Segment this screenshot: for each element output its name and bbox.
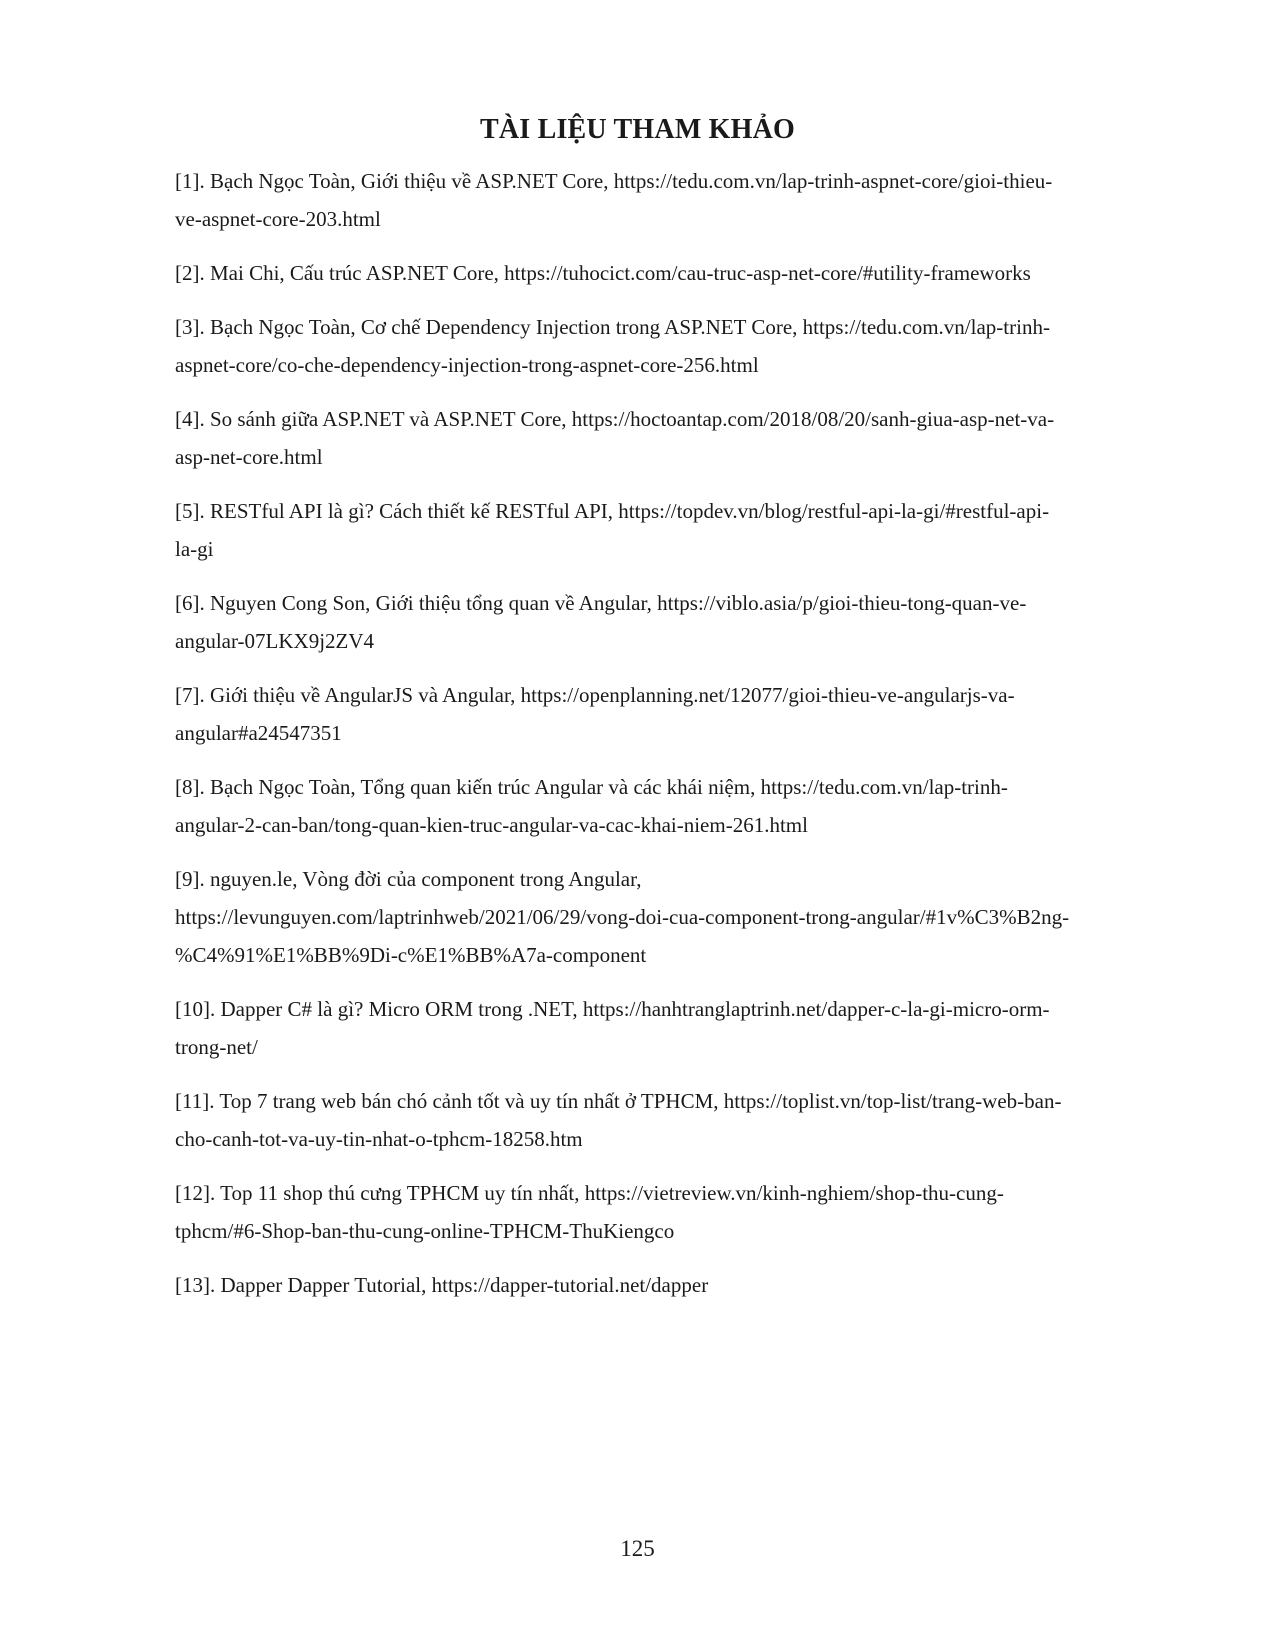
reference-line: https://levunguyen.com/laptrinhweb/2021/06/29/vong-doi-cua-component-trong-angular/#1v%C3%B2ng-: [175, 905, 1070, 929]
reference-item: [175, 400, 1150, 476]
reference-line: [3]. Bạch Ngọc Toàn, Cơ chế Dependency Injection trong ASP.NET Core, https://tedu.com.vn/lap-trinh-: [175, 315, 1050, 339]
page-title: TÀI LIỆU THAM KHẢO: [479, 114, 796, 145]
reference-line: angular#a24547351: [175, 721, 342, 745]
reference-line: cho-canh-tot-va-uy-tin-nhat-o-tphcm-18258.htm: [175, 1127, 583, 1151]
reference-item: [175, 1082, 1150, 1158]
reference-item: [175, 162, 1150, 238]
reference-line: angular-07LKX9j2ZV4: [175, 629, 375, 653]
reference-line: aspnet-core/co-che-dependency-injection-trong-aspnet-core-256.html: [175, 353, 759, 377]
reference-line: [6]. Nguyen Cong Son, Giới thiệu tổng quan về Angular, https://viblo.asia/p/gioi-thieu-tong-quan-ve-: [175, 591, 1027, 615]
reference-item: [175, 768, 1150, 844]
reference-line: [5]. RESTful API là gì? Cách thiết kế RESTful API, https://topdev.vn/blog/restful-api-la-gi/#restful-api-: [175, 499, 1050, 523]
reference-item: [175, 860, 1150, 974]
reference-line: [9]. nguyen.le, Vòng đời của component trong Angular,: [175, 867, 642, 891]
reference-line: [13]. Dapper Dapper Tutorial, https://dapper-tutorial.net/dapper: [175, 1273, 709, 1297]
reference-line: asp-net-core.html: [175, 445, 323, 469]
reference-line: [7]. Giới thiệu về AngularJS và Angular, https://openplanning.net/12077/gioi-thieu-ve-angularjs-va-: [175, 683, 1015, 707]
reference-line: [8]. Bạch Ngọc Toàn, Tổng quan kiến trúc Angular và các khái niệm, https://tedu.com.vn/lap-trinh-: [175, 775, 1008, 799]
reference-line: trong-net/: [175, 1035, 258, 1059]
reference-line: [2]. Mai Chi, Cấu trúc ASP.NET Core, https://tuhocict.com/cau-truc-asp-net-core/#utility-frameworks: [175, 261, 1031, 285]
reference-item: [175, 1174, 1150, 1250]
reference-line: tphcm/#6-Shop-ban-thu-cung-online-TPHCM-ThuKiengco: [175, 1219, 675, 1243]
page-number: 125: [620, 1536, 655, 1561]
reference-line: [12]. Top 11 shop thú cưng TPHCM uy tín nhất, https://vietreview.vn/kinh-nghiem/shop-thu-cung-: [175, 1181, 1004, 1205]
reference-item: [175, 254, 1150, 292]
reference-item: [175, 1266, 1150, 1304]
reference-line: la-gi: [175, 537, 214, 561]
reference-item: [175, 492, 1150, 568]
reference-item: [175, 990, 1150, 1066]
reference-line: angular-2-can-ban/tong-quan-kien-truc-angular-va-cac-khai-niem-261.html: [175, 813, 808, 837]
reference-list: [175, 162, 1150, 1320]
reference-line: ve-aspnet-core-203.html: [175, 207, 381, 231]
reference-line: %C4%91%E1%BB%9Di-c%E1%BB%A7a-component: [175, 943, 647, 967]
reference-item: [175, 308, 1150, 384]
reference-line: [4]. So sánh giữa ASP.NET và ASP.NET Core, https://hoctoantap.com/2018/08/20/sanh-giua-asp-net-va-: [175, 407, 1055, 431]
reference-line: [10]. Dapper C# là gì? Micro ORM trong .NET, https://hanhtranglaptrinh.net/dapper-c-la-gi-micro-orm-: [175, 997, 1050, 1021]
reference-line: [11]. Top 7 trang web bán chó cảnh tốt và uy tín nhất ở TPHCM, https://toplist.vn/top-list/trang-web-ban-: [175, 1089, 1062, 1113]
reference-line: [1]. Bạch Ngọc Toàn, Giới thiệu về ASP.NET Core, https://tedu.com.vn/lap-trinh-aspnet-core/gioi-thieu-: [175, 169, 1053, 193]
reference-item: [175, 584, 1150, 660]
reference-item: [175, 676, 1150, 752]
